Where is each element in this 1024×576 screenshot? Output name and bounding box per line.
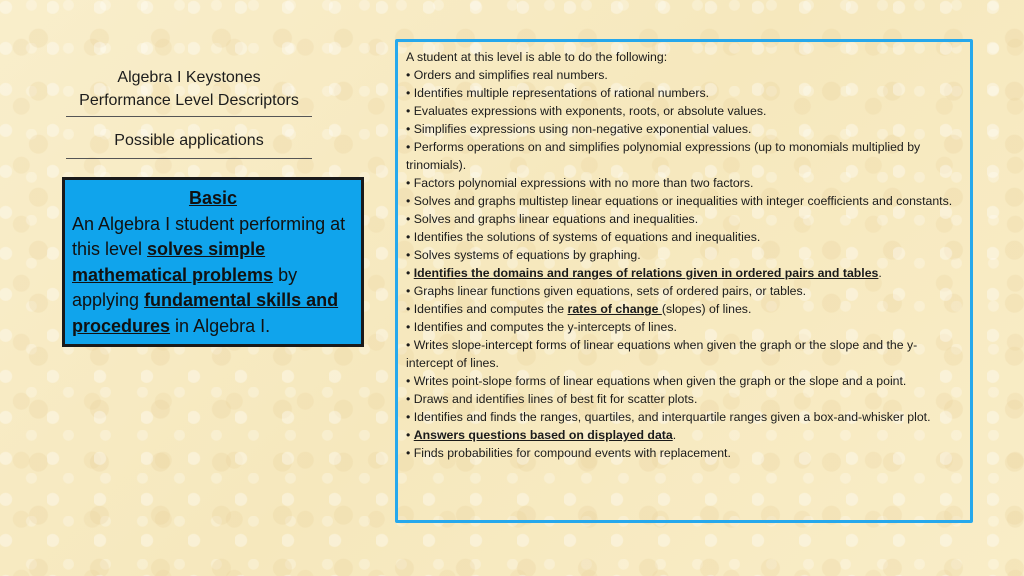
emphasis-domains: Identifies the domains and ranges of relations given in ordered pairs and tables (413, 266, 879, 280)
page-title-line2: Performance Level Descriptors (79, 92, 299, 109)
page-title-line1: Algebra I Keystones (117, 69, 261, 86)
descriptor-item: • Solves systems of equations by graphing. (406, 248, 641, 262)
left-title-block (66, 66, 312, 159)
descriptor-item: • Graphs linear functions given equations, sets of ordered pairs, or tables. (406, 284, 807, 298)
bullet-prefix: • Identifies and computes the (406, 302, 568, 316)
descriptor-item: • Simplifies expressions using non-negative exponential values. (406, 122, 752, 136)
descriptor-item: • Performs operations on and simplifies polynomial expressions (up to monomials multiplied by trinomials). (406, 140, 921, 172)
emphasis-rates: rates of change (567, 302, 662, 316)
basic-level-description (72, 212, 354, 340)
descriptor-item: • Identifies multiple representations of rational numbers. (406, 86, 710, 100)
descriptor-item: • Evaluates expressions with exponents, roots, or absolute values. (406, 104, 767, 118)
title-divider (66, 116, 312, 117)
basic-text-3: in Algebra I. (170, 315, 271, 336)
descriptor-item: • Factors polynomial expressions with no more than two factors. (406, 176, 754, 190)
descriptor-item: • Solves and graphs linear equations and inequalities. (406, 212, 699, 226)
page-subtitle: Possible applications (114, 132, 264, 149)
descriptor-item: • Orders and simplifies real numbers. (406, 68, 608, 82)
subtitle-divider (66, 158, 312, 159)
descriptor-item-domains (406, 264, 962, 282)
descriptor-item-rates (406, 300, 962, 318)
bullet-prefix: • (406, 428, 414, 442)
basic-text-1: An Algebra I student performing at this level (72, 213, 346, 259)
bullet-prefix: • (406, 266, 414, 280)
bullet-suffix: . (878, 266, 882, 280)
emphasis-answers: Answers questions based on displayed data (413, 428, 673, 442)
descriptor-item: • Finds probabilities for compound events with replacement. (406, 446, 731, 460)
descriptor-item: • Draws and identifies lines of best fit for scatter plots. (406, 392, 698, 406)
basic-level-heading: Basic (188, 188, 238, 208)
descriptor-item: • Writes point-slope forms of linear equations when given the graph or the slope and a point. (406, 374, 907, 388)
basic-text-2: by applying (72, 264, 298, 310)
descriptor-item-answers (406, 426, 962, 444)
basic-emphasis-1: solves simple mathematical problems (72, 239, 274, 285)
descriptor-item: • Identifies and finds the ranges, quartiles, and interquartile ranges given a box-and-whisker plot. (406, 410, 931, 424)
descriptor-item: • Identifies the solutions of systems of equations and inequalities. (406, 230, 761, 244)
basic-emphasis-2: fundamental skills and procedures (72, 290, 339, 336)
bullet-suffix: . (672, 428, 677, 442)
descriptor-item: • Writes slope-intercept forms of linear equations when given the graph or the slope and the y-intercept of lines. (406, 338, 918, 370)
descriptor-item: • Identifies and computes the y-intercepts of lines. (406, 320, 677, 334)
descriptor-item: • Solves and graphs multistep linear equations or inequalities with integer coefficients and constants. (406, 194, 953, 208)
descriptor-intro: A student at this level is able to do the following: (406, 50, 668, 64)
descriptor-panel (395, 39, 973, 523)
basic-level-box (62, 177, 364, 347)
bullet-suffix: (slopes) of lines. (661, 302, 752, 316)
